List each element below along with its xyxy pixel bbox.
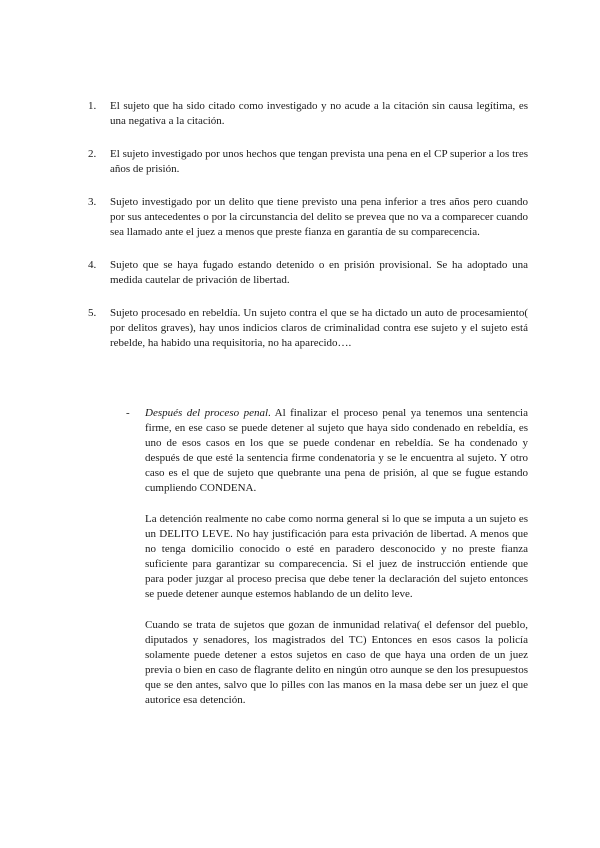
paragraph-after-process <box>145 406 528 496</box>
list-item <box>88 195 528 240</box>
list-item-text: El sujeto investigado por unos hechos que tengan prevista una pena en el CP superior a los tres años de prisión. <box>110 148 528 175</box>
list-item-text: Sujeto que se haya fugado estando detenido o en prisión provisional. Se ha adoptado una medida cautelar de privación de libertad. <box>110 259 528 286</box>
paragraph-delito-leve: La detención realmente no cabe como norma general si lo que se imputa a un sujeto es un DELITO LEVE. No hay justificación para esta privación de libertad. A menos que no tenga domicilio conocido o esté en paradero desconocido y no preste fianza suficiente para garantizar su comparecencia. Si el juez de instrucción entiende que para poder juzgar al proceso precisa que debe tener la declaración del sujeto entonces se puede detener aunque estemos hablando de un delito leve. <box>145 513 528 600</box>
list-item-text: El sujeto que ha sido citado como investigado y no acude a la citación sin causa legítima, es una negativa a la citación. <box>110 100 528 127</box>
bullet-section <box>88 406 528 708</box>
section-heading: Después del proceso penal <box>145 407 269 419</box>
numbered-list <box>88 99 528 351</box>
list-item-number: 5. <box>88 307 97 319</box>
list-item <box>88 258 528 288</box>
list-item-number: 1. <box>88 100 97 112</box>
bullet-dash: - <box>126 407 130 419</box>
paragraph-text: . Al finalizar el proceso penal ya tenemos una sentencia firme, en ese caso se puede detener al sujeto que haya sido condenado en rebeldía, es uno de esos casos en los que se puede condenar en rebeldía. Se ha condenado y después de que esté la sentencia firme condenatoria y se le encuentra al sujeto. Y otro caso es el que de sujeto que quebrante una pena de prisión, al que se fugue estando cumpliendo CONDENA. <box>145 407 528 494</box>
list-item-text: Sujeto procesado en rebeldía. Un sujeto contra el que se ha dictado un auto de procesamiento( por delitos graves), hay unos indicios claros de criminalidad contra ese sujeto y el sujeto está rebelde, ha habido una requisitoria, no ha aparecido…. <box>110 307 528 349</box>
list-item-number: 4. <box>88 259 97 271</box>
paragraph-inmunidad: Cuando se trata de sujetos que gozan de inmunidad relativa( el defensor del pueblo, diputados y senadores, los magistrados del TC) Entonces en esos casos la policía solamente puede detener a estos sujetos en caso de que haya una orden de un juez previa o bien en caso de flagrante delito en ningún otro aunque se den los presupuestos que se den antes, salvo que lo pilles con las manos en la masa debe ser un juez el que autorice esa detención. <box>145 619 528 706</box>
list-item <box>88 99 528 129</box>
list-item-number: 3. <box>88 196 97 208</box>
list-item-number: 2. <box>88 148 97 160</box>
list-item <box>88 147 528 177</box>
list-item-text: Sujeto investigado por un delito que tiene previsto una pena inferior a tres años pero cuando por sus antecedentes o por la circunstancia del delito se prevea que no va a comparecer cuando sea llamado ante el juez a menos que preste fianza en garantía de su comparecencia. <box>110 196 528 238</box>
list-item <box>88 306 528 351</box>
